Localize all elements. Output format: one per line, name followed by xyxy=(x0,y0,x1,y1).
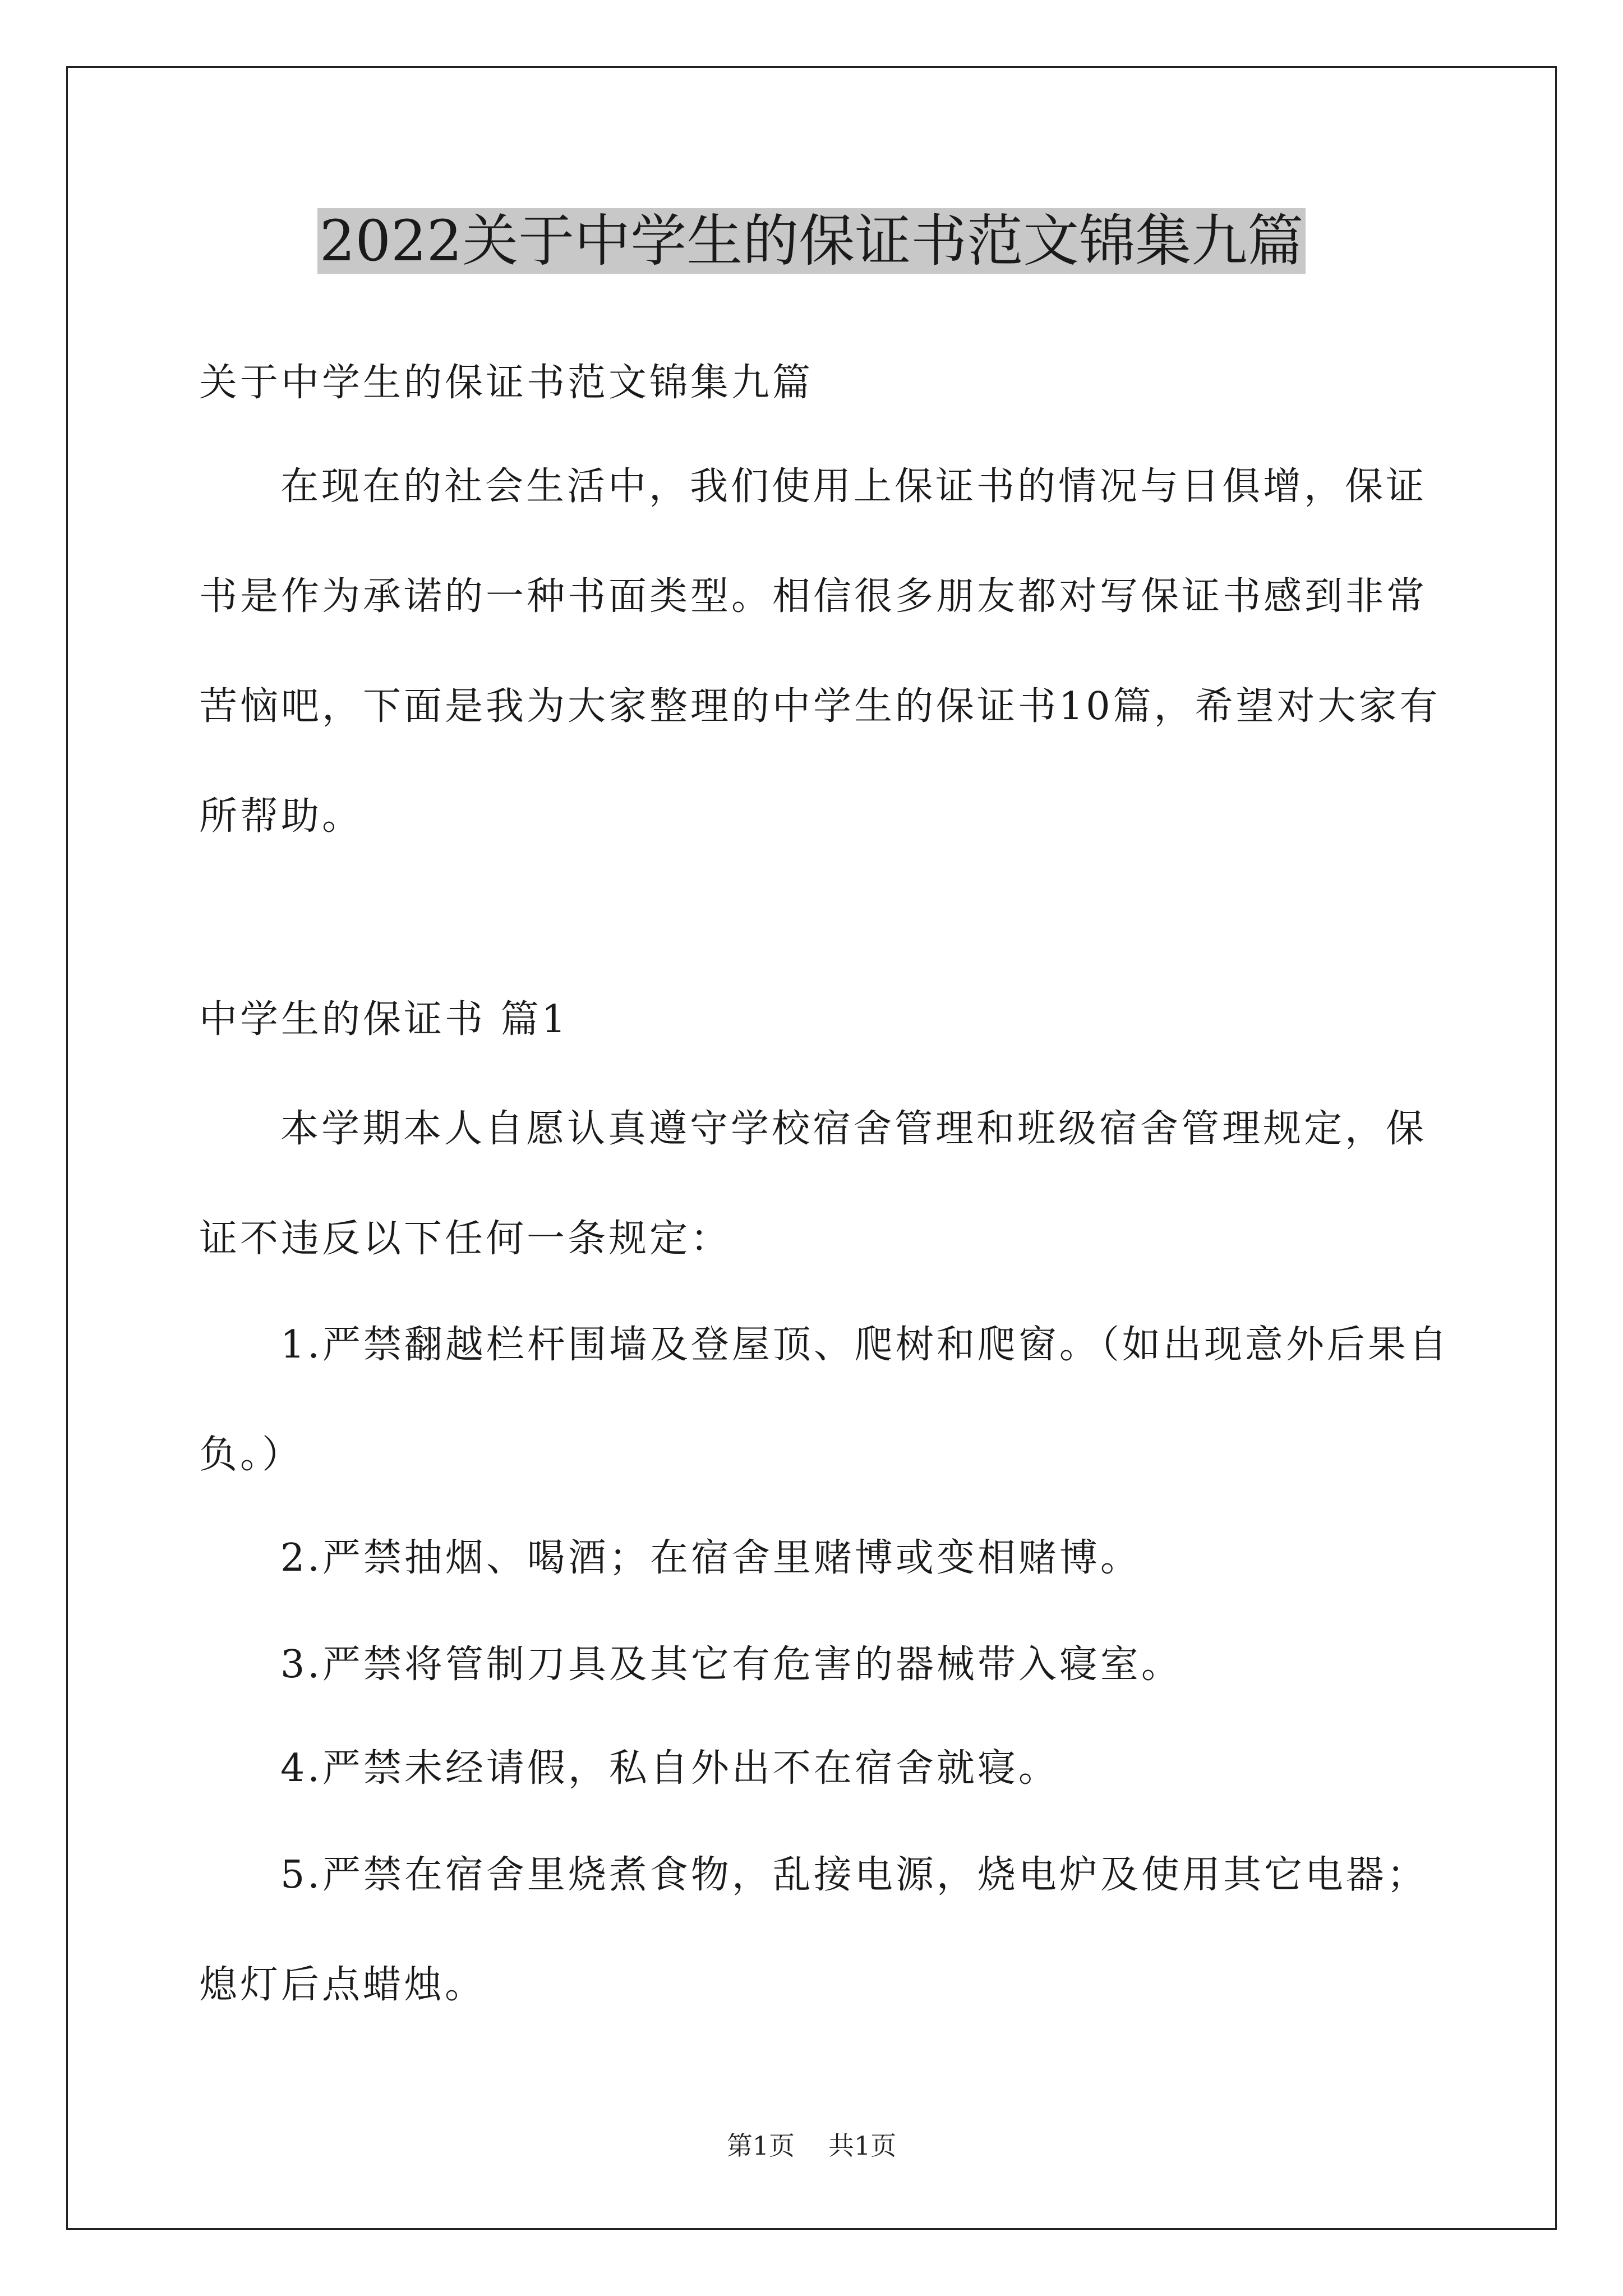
subtitle-line: 关于中学生的保证书范文锦集九篇 xyxy=(199,361,814,405)
rule-line: 负。） xyxy=(199,1433,303,1477)
rule-item-3 xyxy=(199,1610,1433,1720)
rule-line: 2.严禁抽烟、喝酒；在宿舍里赌博或变相赌博。 xyxy=(280,1536,1141,1580)
document-title-text: 2022关于中学生的保证书范文锦集九篇 xyxy=(317,208,1306,274)
rule-item-1 xyxy=(199,1290,1450,1510)
intro-paragraph xyxy=(199,432,1441,872)
rule-item-5 xyxy=(199,1820,1433,2040)
intro-line: 所帮助。 xyxy=(199,794,363,839)
intro-line: 苦恼吧，下面是我为大家整理的中学生的保证书10篇，希望对大家有 xyxy=(199,684,1441,729)
intro-line: 在现在的社会生活中，我们使用上保证书的情况与日俱增，保证 xyxy=(280,464,1427,509)
rule-item-2 xyxy=(199,1503,1433,1613)
section-intro-paragraph xyxy=(199,1074,1433,1294)
document-subtitle xyxy=(199,328,1433,438)
section-intro-line: 本学期本人自愿认真遵守学校宿舍管理和班级宿舍管理规定，保 xyxy=(280,1107,1427,1151)
page-number: 第1页 xyxy=(726,2131,795,2161)
intro-line: 书是作为承诺的一种书面类型。相信很多朋友都对写保证书感到非常 xyxy=(199,574,1428,619)
rule-line: 3.严禁将管制刀具及其它有危害的器械带入寝室。 xyxy=(280,1642,1182,1687)
rule-line: 熄灯后点蜡烛。 xyxy=(199,1963,486,2007)
section-intro-line: 证不违反以下任何一条规定： xyxy=(199,1217,732,1261)
document-title xyxy=(0,199,1623,283)
page-footer xyxy=(0,2129,1623,2162)
section-heading-text: 中学生的保证书 篇1 xyxy=(199,997,569,1042)
rule-line: 4.严禁未经请假，私自外出不在宿舍就寝。 xyxy=(280,1746,1059,1791)
section-heading xyxy=(199,965,1433,1075)
rule-line: 5.严禁在宿舍里烧煮食物，乱接电源，烧电炉及使用其它电器； xyxy=(280,1853,1428,1897)
rule-line: 1.严禁翻越栏杆围墙及登屋顶、爬树和爬窗。（如出现意外后果自 xyxy=(280,1323,1450,1367)
page-total: 共1页 xyxy=(828,2131,897,2161)
rule-item-4 xyxy=(199,1714,1433,1824)
